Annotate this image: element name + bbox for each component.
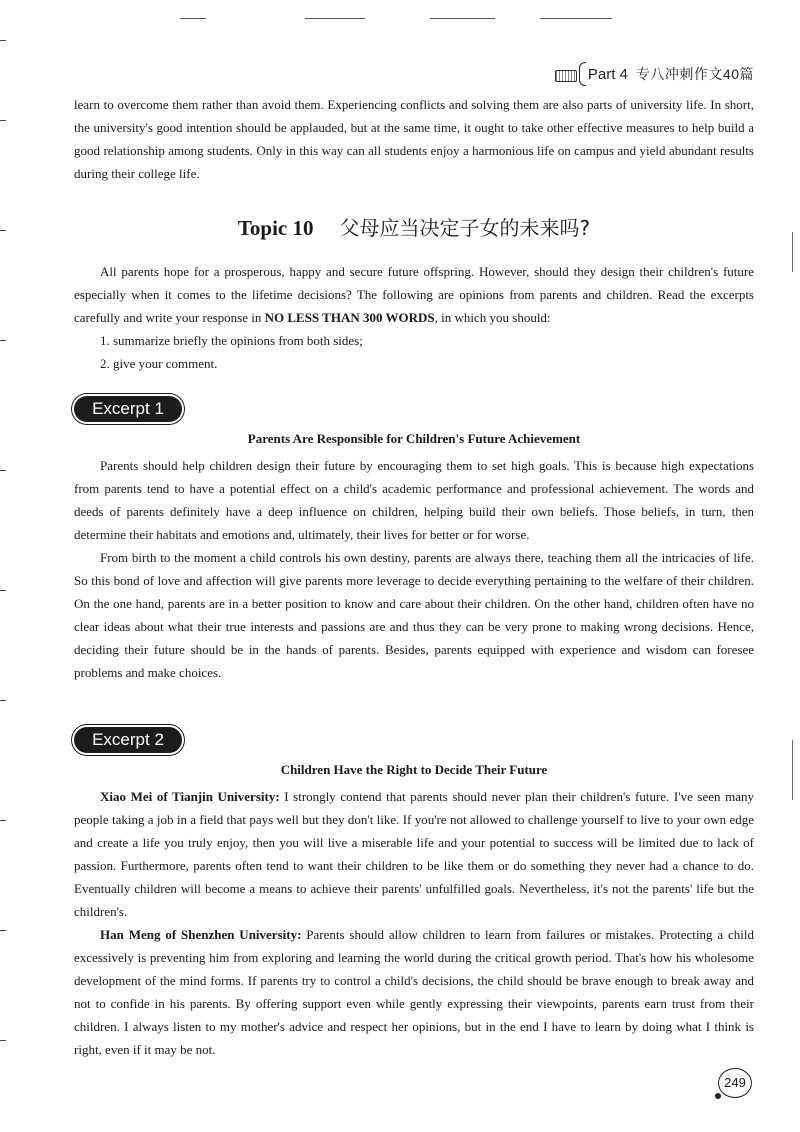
scan-artifact [430, 18, 495, 19]
topic-title-cn: 父母应当决定子女的未来吗? [339, 216, 591, 240]
excerpt-1-paragraph-2: From birth to the moment a child controls his own destiny, parents are always there, teaching them all the intricacies of life. So this bond of love and affection will give parents more leverage to decide everything pertaining to the welfare of their children. On the one hand, parents are in a better position to know and care about their children. On the other hand, children often have no clear ideas about what their true interests and passions are and thus they can be very prone to making wrong decisions. Hence, deciding their future should be in the hands of parents. Besides, parents equipped with experience and wisdom can foresee problems and make choices. [74, 550, 754, 680]
excerpt-1-badge: Excerpt 1 [74, 396, 182, 422]
speaker-name: Han Meng of Shenzhen University: [100, 927, 302, 942]
header-series-title: 专八冲刺作文40篇 [635, 66, 754, 82]
binding-mark [0, 230, 6, 231]
header-bracket [579, 62, 586, 86]
binding-mark [0, 1040, 6, 1041]
instructions-text: All parents hope for a prosperous, happy and secure future offspring. However, should they design their children's future especially when it comes to the lifetime decisions? The following are opinions from parents and children. Read the excerpts carefully and write your response in [74, 264, 754, 325]
excerpt-1-body [74, 454, 754, 684]
speaker-name: Xiao Mei of Tianjin University: [100, 789, 280, 804]
intro-paragraph-block [74, 93, 754, 185]
instruction-item-1: 1. summarize briefly the opinions from both sides; [100, 333, 363, 348]
excerpt-2-paragraph-1 [74, 785, 754, 923]
topic-title [74, 212, 754, 241]
binding-mark [0, 470, 6, 471]
topic-label: Topic 10 [237, 216, 314, 240]
running-header [555, 62, 754, 86]
scan-artifact [792, 232, 793, 272]
binding-mark [0, 340, 6, 341]
binding-mark [0, 700, 6, 701]
excerpt-2-body [74, 785, 754, 1061]
word-count-requirement: NO LESS THAN 300 WORDS [264, 310, 435, 325]
excerpt-2-paragraph-2 [74, 923, 754, 1061]
scan-artifact [792, 740, 793, 800]
header-part: Part 4 [587, 65, 628, 83]
excerpt-2-badge: Excerpt 2 [74, 727, 182, 753]
page-number: 249 [718, 1068, 752, 1098]
excerpt-1-heading: Parents Are Responsible for Children's Future Achievement [247, 431, 581, 446]
scan-artifact [305, 18, 365, 19]
excerpt-1-paragraph-1: Parents should help children design their future by encouraging them to set high goals. This is because high expectations from parents tend to have a potential effect on a child's academic performance and professional achievement. The words and deeds of parents definitely have a deep influence on children, helping build their own beliefs. Those beliefs, in turn, then determine their habitats and emotions and, ultimately, their lives for better or for worse. [74, 458, 754, 542]
binding-mark [0, 590, 6, 591]
scan-artifact [180, 18, 206, 19]
instructions-block [74, 260, 754, 375]
speaker-text: I strongly contend that parents should never plan their children's future. I've seen many people taking a job in a field that pays well but they don't like. If you're not allowed to challenge yourself to live to your own edge and create a life you truly enjoy, then you will live a miserable life and your potential to success will be limited due to lack of passion. Furthermore, parents often tend to want their children to be like them or do something they never had a chance to do. Eventually children will become a means to achieve their parents' unfulfilled goals. Nevertheless, it's not the parents' life but the children's. [74, 789, 754, 919]
binding-mark [0, 820, 6, 821]
book-icon [555, 66, 575, 82]
instructions-paragraph [74, 260, 754, 329]
instruction-item-2: 2. give your comment. [100, 356, 218, 371]
binding-mark [0, 930, 6, 931]
intro-paragraph: learn to overcome them rather than avoid them. Experiencing conflicts and solving them are also parts of university life. In short, the university's good intention should be applauded, but at the same time, it ought to take other effective measures to help build a good relationship among students. Only in this way can all students enjoy a harmonious life on campus and yield abundant results during their college life. [74, 97, 754, 181]
excerpt-2-heading: Children Have the Right to Decide Their Future [280, 762, 548, 777]
speaker-text: Parents should allow children to learn from failures or mistakes. Protecting a child excessively is preventing him from exploring and learning the world during the critical growth period. That's how his wholesome development of the mind forms. If parents try to control a child's decisions, the child should be brave enough to break away and not to confide in his parents. By offering support even while gently expressing their viewpoints, parents earn trust from their children. I always listen to my mother's advice and respect her opinions, but in the end I have to learn by doing what I think is right, even if it may be not. [74, 927, 755, 1057]
binding-mark [0, 120, 6, 121]
binding-mark [0, 40, 6, 41]
scan-artifact [540, 18, 612, 19]
instructions-text-end: , in which you should: [434, 310, 551, 325]
